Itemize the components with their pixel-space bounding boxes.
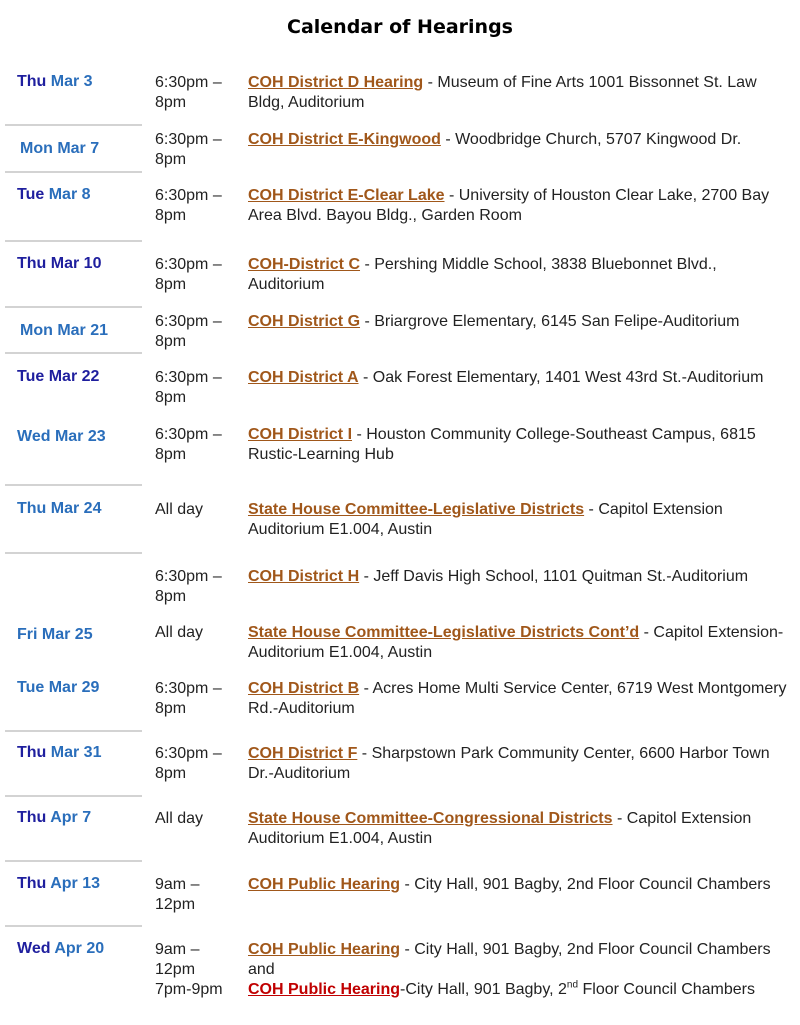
- hearing-link[interactable]: COH District D Hearing: [248, 74, 424, 91]
- hearing-time: 6:30pm – 8pm: [155, 74, 222, 111]
- hearing-description: COH Public Hearing - City Hall, 901 Bagby, 2nd Floor Council Chambers: [248, 876, 771, 893]
- hearing-link[interactable]: COH District I: [248, 426, 353, 443]
- hearing-time: 6:30pm – 8pm: [155, 369, 222, 406]
- row-divider: [5, 306, 142, 308]
- hearing-date: Thu Mar 10: [17, 255, 102, 272]
- row-divider: [5, 484, 142, 486]
- hearing-time: All day: [155, 501, 204, 518]
- hearing-date: Thu Mar 31: [17, 744, 102, 761]
- hearing-time: 6:30pm – 8pm: [155, 313, 222, 350]
- hearing-time: 6:30pm – 8pm: [155, 131, 222, 168]
- hearing-description: State House Committee-Congressional Districts - Capitol Extension Auditorium E1.004, Austin: [248, 810, 752, 847]
- hearing-link[interactable]: COH District B: [248, 680, 360, 697]
- hearing-time: 9am – 12pm: [155, 876, 200, 913]
- hearing-description: COH District H - Jeff Davis High School, 1101 Quitman St.-Auditorium: [248, 568, 749, 585]
- hearing-link[interactable]: COH District F: [248, 745, 358, 762]
- hearing-date: Tue Mar 29: [17, 679, 100, 696]
- hearing-time: All day: [155, 624, 204, 641]
- hearing-description: COH District A - Oak Forest Elementary, 1401 West 43rd St.-Auditorium: [248, 369, 764, 386]
- hearing-description: COH District E-Clear Lake - University of Houston Clear Lake, 2700 Bay Area Blvd. Bayou Bldg., Garden Room: [248, 187, 770, 224]
- page-title: Calendar of Hearings: [287, 16, 513, 38]
- hearing-time: All day: [155, 810, 204, 827]
- hearing-description: COH District E-Kingwood - Woodbridge Church, 5707 Kingwood Dr.: [248, 131, 742, 148]
- hearing-date: Mon Mar 7: [20, 140, 100, 157]
- hearing-link[interactable]: COH Public Hearing: [248, 876, 401, 893]
- row-divider: [5, 925, 142, 927]
- hearing-description: COH District G - Briargrove Elementary, 6145 San Felipe-Auditorium: [248, 313, 740, 330]
- hearing-link[interactable]: COH Public Hearing: [248, 941, 401, 958]
- hearing-link[interactable]: COH District G: [248, 313, 361, 330]
- row-divider: [5, 730, 142, 732]
- hearing-description: COH-District C - Pershing Middle School, 3838 Bluebonnet Blvd., Auditorium: [248, 256, 717, 293]
- hearing-time: 9am – 12pm 7pm-9pm: [155, 941, 223, 998]
- hearing-link[interactable]: COH District E-Kingwood: [248, 131, 441, 148]
- hearing-link[interactable]: COH-District C: [248, 256, 361, 273]
- hearing-time: 6:30pm – 8pm: [155, 187, 222, 224]
- hearing-date: Tue Mar 22: [17, 368, 100, 385]
- hearing-link[interactable]: COH District A: [248, 369, 359, 386]
- hearing-date: Tue Mar 8: [17, 186, 91, 203]
- hearing-date: Wed Apr 20: [17, 940, 105, 957]
- hearing-time: 6:30pm – 8pm: [155, 426, 222, 463]
- hearing-date: Thu Mar 3: [17, 73, 93, 90]
- hearing-date: Fri Mar 25: [17, 626, 93, 643]
- hearing-link[interactable]: COH District E-Clear Lake: [248, 187, 445, 204]
- row-divider: [5, 552, 142, 554]
- hearing-link-evening[interactable]: COH Public Hearing: [248, 981, 401, 998]
- row-divider: [5, 860, 142, 862]
- hearing-description: COH Public Hearing - City Hall, 901 Bagby, 2nd Floor Council Chambers and COH Public Hearing-City Hall, 901 Bagby, 2nd Floor Council Chambers: [248, 941, 771, 998]
- row-divider: [5, 171, 142, 173]
- hearing-link[interactable]: State House Committee-Congressional Districts: [248, 810, 613, 827]
- hearing-time: 6:30pm – 8pm: [155, 256, 222, 293]
- hearing-time: 6:30pm – 8pm: [155, 568, 222, 605]
- hearing-date: Thu Apr 13: [17, 875, 100, 892]
- hearing-link[interactable]: State House Committee-Legislative Districts Cont’d: [248, 624, 640, 641]
- hearing-description: COH District I - Houston Community College-Southeast Campus, 6815 Rustic-Learning Hub: [248, 426, 756, 463]
- hearing-link[interactable]: State House Committee-Legislative Districts: [248, 501, 585, 518]
- hearing-date: Wed Mar 23: [17, 428, 106, 445]
- hearing-link[interactable]: COH District H: [248, 568, 360, 585]
- row-divider: [5, 240, 142, 242]
- hearing-date: Thu Mar 24: [17, 500, 102, 517]
- hearing-description: State House Committee-Legislative Districts - Capitol Extension Auditorium E1.004, Austin: [248, 501, 723, 538]
- row-divider: [5, 352, 142, 354]
- hearing-description: State House Committee-Legislative Districts Cont’d - Capitol Extension-Auditorium E1.004, Austin: [248, 624, 784, 661]
- hearing-time: 6:30pm – 8pm: [155, 745, 222, 782]
- hearing-date: Mon Mar 21: [20, 322, 109, 339]
- hearing-description: COH District F - Sharpstown Park Community Center, 6600 Harbor Town Dr.-Auditorium: [248, 745, 770, 782]
- hearing-description: COH District D Hearing - Museum of Fine Arts 1001 Bissonnet St. Law Bldg, Auditorium: [248, 74, 757, 111]
- hearing-description: COH District B - Acres Home Multi Service Center, 6719 West Montgomery Rd.-Auditorium: [248, 680, 787, 717]
- hearing-date: Thu Apr 7: [17, 809, 92, 826]
- row-divider: [5, 795, 142, 797]
- hearing-time: 6:30pm – 8pm: [155, 680, 222, 717]
- row-divider: [5, 124, 142, 126]
